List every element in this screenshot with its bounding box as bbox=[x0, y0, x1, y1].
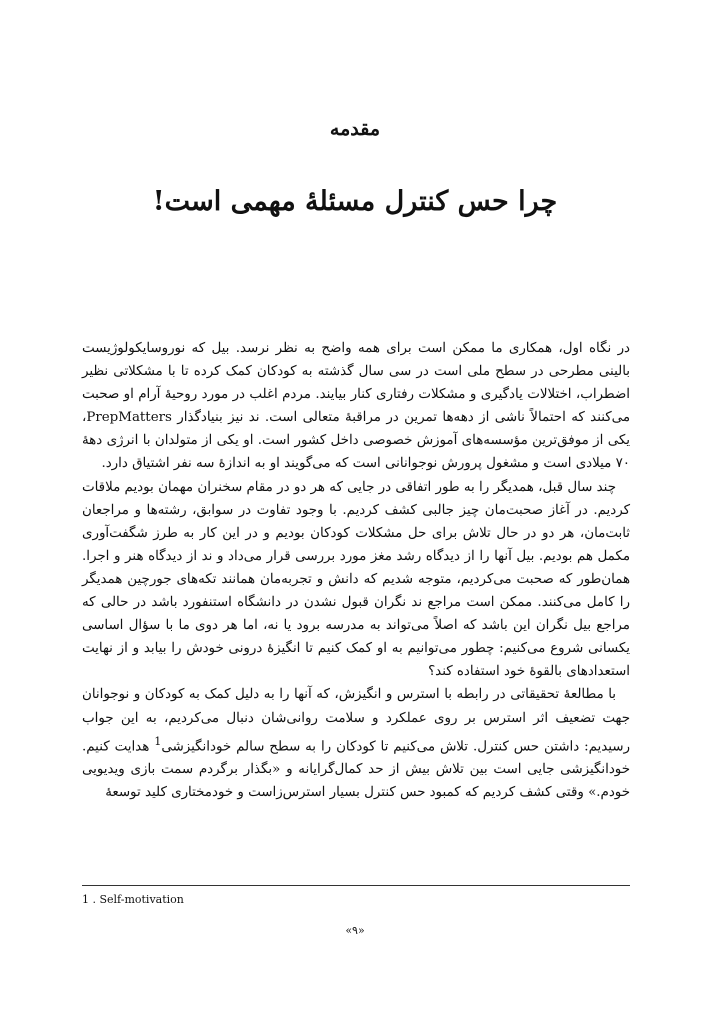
footnote-marker: 1 bbox=[154, 734, 162, 748]
chapter-title: چرا حس کنترل مسئلهٔ مهمی است! bbox=[152, 186, 558, 217]
paragraph-3-part-1: با مطالعهٔ تحقیقاتی در رابطه با استرس و انگیزش، که آنها را به دلیل کمک به کودکان و نوجوانان جهت تضعیف اثر استرس بر روی عملکرد و سلامت روانی‌شان دنبال می‌کردیم، به این جواب رسیدیم: داشتن حس کنترل. تلاش می‌کنیم تا کودکان را به سطح سالم خودانگیزشی bbox=[82, 687, 630, 755]
chapter-label: مقدمه bbox=[329, 118, 381, 140]
paragraph-2: چند سال قبل، همدیگر را به طور اتفاقی در جایی که هر دو در مقام سخنران مهمان بودیم ملاقات کردیم. در آغاز صحبت‌مان چیز جالبی کشف کردیم. با وجود تفاوت در سوابق، رشته‌ها و مراجعان ثابت‌مان، هر دو در حال تلاش برای حل مشکلات کودکان بودیم و در این کار به طرز شگفت‌آوری مکمل هم بودیم. بیل آنها را از دیدگاه رشد مغز مورد بررسی قرار می‌داد و ند از دیدگاه هنر و اجرا. همان‌طور که صحبت می‌کردیم، متوجه شدیم که دانش و تجربه‌مان همانند تکه‌های جورچین همدیگر را کامل می‌کنند. ممکن است مراجع ند نگران قبول نشدن در دانشگاه استنفورد باشد در حالی که مراجع بیل نگران این باشد که اصلاً می‌تواند به مدرسه برود یا نه، اما هر دوی ما با سؤال اساسی یکسانی شروع می‌کنیم: چطور می‌توانیم به او کمک کنیم تا انگیزهٔ درونی خودش را بیابد و از نهایت استعدادهای بالقوهٔ خود استفاده کند؟ bbox=[82, 479, 630, 680]
footnote-divider bbox=[82, 885, 630, 886]
body-text bbox=[82, 337, 630, 804]
page-number: «۹» bbox=[345, 924, 365, 937]
paragraph-3-part-2: هدایت کنیم. خودانگیزشی جایی است بین تلاش بیش از حد کمال‌گرایانه و «بگذار برگردم سمت بازی ویدیویی خودم.» وقتی کشف کردیم که کمبود حس کنترل بسیار استرس‌زاست و خودمختاری کلید توسعهٔ bbox=[82, 739, 630, 801]
footnote: 1 . Self-motivation bbox=[82, 893, 184, 906]
paragraph-1: در نگاه اول، همکاری ما ممکن است برای همه واضح به نظر نرسد. بیل که نوروسایکولوژیست بالینی مطرحی در سطح ملی است در سی سال گذشته به کودکان کمک کرده تا با مشکلاتی نظیر اضطراب، اختلالات یادگیری و مشکلات رفتاری کنار بیایند. مردم اغلب در مورد روحیهٔ آرام او صحبت می‌کنند که احتمالاً ناشی از دهه‌ها تمرین در مراقبهٔ متعالی است. ند نیز بنیادگذار PrepMatters، یکی از موفق‌ترین مؤسسه‌های آموزش خصوصی داخل کشور است. او یکی از متولدان با انرژی دههٔ ۷۰ میلادی است و مشغول پرورش نوجوانانی است که می‌گویند او به اندازهٔ سه نفر اشتیاق دارد. bbox=[82, 341, 630, 472]
paragraph-3 bbox=[82, 683, 630, 804]
